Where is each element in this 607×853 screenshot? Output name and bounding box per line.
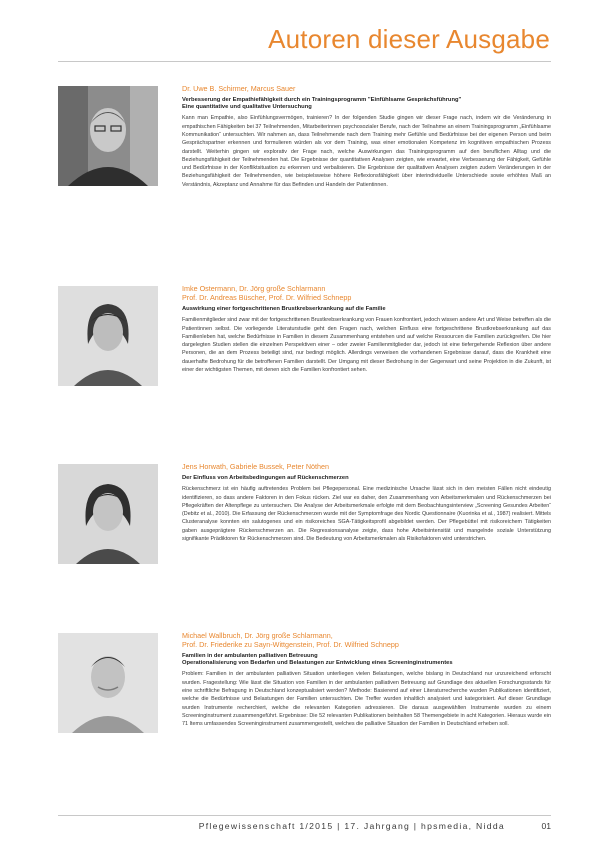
article-abstract: Rückenschmerz ist ein häufig auftretendes Problem bei Pflegepersonal. Eine medizinische Ursache lässt sich in den meisten Fällen nicht eindeutig identifizieren, so dass andere Faktoren in den Fokus rücken. Ziel war es daher, den Zusammenhang von Arbeitsmerkmalen und Rückenschmerzen bei Pflegekräften der Altenpflege zu untersuchen. Die Analyse der Arbeitsmerkmale erfolgte mit dem Beobachtungsinterview „Screening Gesundes Arbeiten“ (Debitz et al., 2010). Die Erfassung der Rückenschmerzen wurde mit der Symptomfrage des Nordic Questionnaire (Kuorinka et al., 1987) realisiert. Mittels Clusteranalyse konnten ein salutogenes und ein risikoreiches SGA-Tätigkeitsprofil abgebildet werden. Der Pflegebüttel mit risikoreichem Tätigkeiten gaben ausgeprägtere Rückenschmerzen an. Die Regressionsanalyse zeigte, dass hohe Arbeitsintensität und mangelnde soziale Unterstützung signifikante Prädiktoren für Rückenschmerzen sind. Die Bedeutung von Arbeitsmerkmalen als Risikofaktoren wird unterstrichen. <box>182 486 551 542</box>
title-line: Auswirkung einer fortgeschrittenen Brustkrebserkrankung auf die Familie <box>182 306 386 312</box>
journal-info: Pflegewissenschaft 1/2015 | 17. Jahrgang | hpsmedia, Nidda <box>198 821 505 831</box>
article-title <box>182 475 551 482</box>
article-title <box>182 306 551 313</box>
author-line: Prof. Dr. Andreas Büscher, Prof. Dr. Wilfried Schnepp <box>182 293 352 302</box>
page-title: Autoren dieser Ausgabe <box>268 24 550 54</box>
title-line: Familien in der ambulanten palliativen Betreuung <box>182 653 318 659</box>
author-photo <box>58 464 158 564</box>
author-names <box>182 284 551 302</box>
article-title <box>182 653 551 667</box>
author-photo <box>58 286 158 386</box>
title-line: Verbesserung der Empathiefähigkeit durch ein Trainingsprogramm "Einfühlsame Gesprächsführung" <box>182 97 462 103</box>
subtitle-line: Operationalisierung von Bedarfen und Belastungen zur Entwicklung eines Screeninginstrumentes <box>182 660 453 667</box>
page-footer <box>58 815 551 840</box>
article-title <box>182 97 551 111</box>
author-names <box>182 462 551 471</box>
article-abstract: Problem: Familien in der ambulanten palliativen Situation unterliegen vielen Belastungen, welche bislang in Deutschland nur unzureichend erforscht wurden. Fragestellung: Wie lässt die Situation von Familien in der ambulanten palliativen Betreuung auf Grundlage des aktuellen Forschungsstands für eine schriftliche Befragung in Deutschland konzeptualisiert werden? Methode: Basierend auf einer Literaturrecherche wurden Publikationen identifiziert, welche die Bedürfnisse und Belastungen der Familien untersuchten. Die Treffer wurden inhaltlich analysiert und kategorisiert. Auf dieser Grundlage wurden Instrumente recherchiert, welche die relevanten Kategorien adressieren. Die daraus ausgewählten Instrumente wurden zu einem Screeninginstrument zusammengeführt. Ergebnisse: Die 52 relevanten Publikationen beinhalten 58 Themengebiete in acht Kategorien. Hieraus wurde ein 71 Items umfassendes Screeninginstrument zusammengestellt, welches die palliative Situation der Familien in Deutschland erheben soll. <box>182 671 551 728</box>
title-divider <box>58 61 551 62</box>
title-line: Der Einfluss von Arbeitsbedingungen auf Rückenschmerzen <box>182 475 349 481</box>
author-photo <box>58 86 158 186</box>
author-names <box>182 631 551 649</box>
author-line: Imke Ostermann, Dr. Jörg große Schlarmann <box>182 284 326 293</box>
page-number: 01 <box>541 821 551 831</box>
article-abstract: Familienmitglieder sind zwar mit der fortgeschrittenen Brustkrebserkrankung von Frauen konfrontiert, jedoch wissen andere Art und Weise betreffen als die Patientinnen selbst. Die vorliegende Literaturstudie geht den Fragen nach, welchen Einfluss eine fortgeschrittene Brustkrebserkrankung auf das Familienleben hat, welche Bedürfnisse in Familien in diesem Zusammenhang entstehen und auf welche Ressourcen die Familien zurückgreifen. Die hier dargelegten Studien stellen die einzelnen Perspektiven einer – oder zweier Familienmitglieder dar, jedoch ist eine tiefergehende Reflexion über andere Personen, die an dem Prozess beteiligt sind, nur bedingt möglich. Allerdings verweisen die vorhandenen Ergebnisse darauf, dass die Krankheit eine dauerhafte Bedrohung für die betroffenen Familien darstellt. Der Umgang mit dieser Bedrohung in der Gegenwart und seine Projektion in die Zukunft, ist einer der wichtigsten Themen, mit denen sich die Familien konfrontiert sehen. <box>182 317 551 373</box>
author-line: Jens Horwath, Gabriele Bussek, Peter Nöthen <box>182 462 330 471</box>
author-line: Dr. Uwe B. Schirmer, Marcus Sauer <box>182 84 296 93</box>
article-abstract: Kann man Empathie, also Einfühlungsvermögen, trainieren? In der folgenden Studie gingen wir dieser Frage nach, indem wir die Veränderung in empathischen Fähigkeiten bei 37 Teilnehmenden, Mitarbeiterinnen psychosozialer Berufe, nach der Teilnahme an einem Trainingsprogramm „Einfühlsame Kommunikation“ untersuchten. Wir nahmen an, dass Teilnehmende nach dem Training mehr Gefühle und Bedürfnisse bei der eigenen Person und beim Gesprächspartner erkennen und formulieren würden als vor dem Training, was einer emotionalen Kompetenz im kognitiven empathischen Prozess darstellt. Weiterhin gingen wir explorativ der Frage nach, welche Auswirkungen das Trainingsprogramm auf den beruflichen Alltag und die Beziehungsfähigkeit der Teilnehmenden hat. Die Ergebnisse der quantitativen Analysen zeigten, wie erwartet, eine Verbesserung der Fähigkeit, Gefühle und Bedürfnisse in der Konfliktsituation zu erkennen und verbalisieren. Die Ergebnisse der qualitativen Analysen zeigten zudem Veränderungen in der Beziehungsfähigkeit der Teilnehmenden, wie beispielsweise höhere Reflexionsfähigkeit über interindividuelle Unterschiede sowie erhöhtes Maß an Verständnis, Akzeptanz und Annahme für das Befinden und Handeln der Patientinnen. <box>182 115 551 188</box>
author-names <box>182 84 551 93</box>
author-line: Michael Wallbruch, Dr. Jörg große Schlarmann, <box>182 631 333 640</box>
author-photo <box>58 633 158 733</box>
subtitle-line: Eine quantitative und qualitative Untersuchung <box>182 104 312 111</box>
author-line: Prof. Dr. Friederike zu Sayn-Wittgenstein, Prof. Dr. Wilfried Schnepp <box>182 640 399 649</box>
